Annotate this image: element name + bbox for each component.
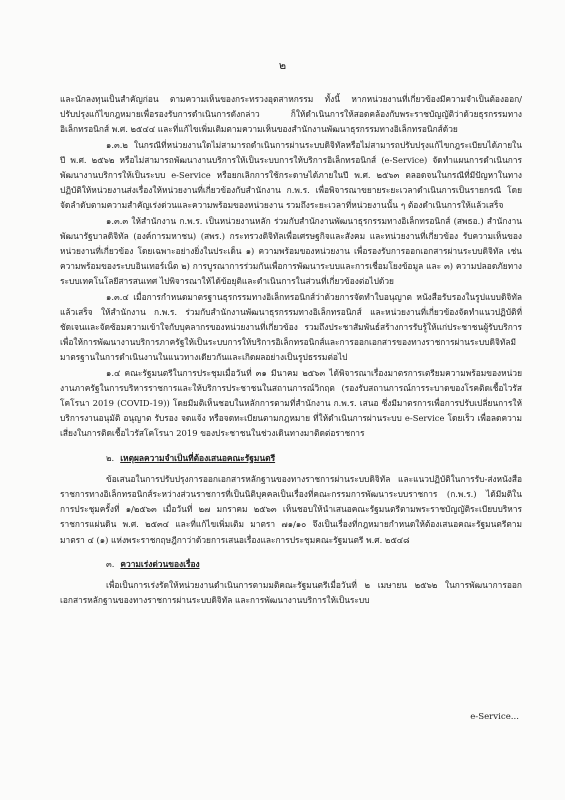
section-2-heading: [60, 451, 522, 466]
paragraph-continued: และนักลงทุนเป็นสำคัญก่อน ตามความเห็นของกระทรวงอุตสาหกรรม ทั้งนี้ หากหน่วยงานที่เกี่ยวข้องมีความจำเป็นต้องออก/ปรับปรุงแก้ไขกฎหมายเพื่อรองรับการดำเนินการดังกล่าว ก็ให้ดำเนินการให้สอดคล้องกับพระราชบัญญัติว่าด้วยธุรกรรมทางอิเล็กทรอนิกส์ พ.ศ. ๒๕๔๔ และที่แก้ไขเพิ่มเติมตามความเห็นของสำนักงานพัฒนาธุรกรรมทางอิเล็กทรอนิกส์ด้วย: [60, 94, 522, 135]
section-2-number: ๒.: [106, 452, 115, 463]
paragraph-1-3-4: ๑.๓.๔ เมื่อการกำหนดมาตรฐานธุรกรรมทางอิเล็กทรอนิกส์ว่าด้วยการจัดทำใบอนุญาต หนังสือรับรองในรูปแบบดิจิทัลแล้วเสร็จ ให้สำนักงาน ก.พ.ร. ร่วมกับสำนักงานพัฒนาธุรกรรมทางอิเล็กทรอนิกส์ และหน่วยงานที่เกี่ยวข้องจัดทำแนวปฏิบัติที่ชัดเจนและจัดซ้อมความเข้าใจกับบุคลากรของหน่วยงานที่เกี่ยวข้อง รวมถึงประชาสัมพันธ์สร้างการรับรู้ให้แก่ประชาชนผู้รับบริการ เพื่อให้การพัฒนางานบริการภาครัฐให้เป็นระบบการให้บริการอิเล็กทรอนิกส์และการออกเอกสารของทางราชการผ่านระบบดิจิทัลมีมาตรฐานในการดำเนินงานในแนวทางเดียวกันและเกิดผลอย่างเป็นรูปธรรมต่อไป: [60, 291, 522, 363]
page-number: ๒: [278, 59, 287, 72]
section-2-body: ข้อเสนอในการปรับปรุงการออกเอกสารหลักฐานของทางราชการผ่านระบบดิจิทัล และแนวปฏิบัติในการรับ-ส่งหนังสือราชการทางอิเล็กทรอนิกส์ระหว่างส่วนราชการที่เป็นนิติบุคคลเป็นเรื่องที่คณะกรรมการพัฒนาระบบราชการ (ก.พ.ร.) ได้มีมติในการประชุมครั้งที่ ๑/๒๕๖๓ เมื่อวันที่ ๒๗ มกราคม ๒๕๖๓ เห็นชอบให้นำเสนอคณะรัฐมนตรีตามพระราชบัญญัติระเบียบบริหารราชการแผ่นดิน พ.ศ. ๒๕๓๔ และที่แก้ไขเพิ่มเติม มาตรา ๗๑/๑๐ จึงเป็นเรื่องที่กฎหมายกำหนดให้ต้องเสนอคณะรัฐมนตรีตามมาตรา ๔ (๑) แห่งพระราชกฤษฎีกาว่าด้วยการเสนอเรื่องและการประชุมคณะรัฐมนตรี พ.ศ. ๒๕๔๘: [60, 473, 522, 545]
section-3-number: ๓.: [106, 558, 115, 569]
document-body: [60, 92, 522, 609]
section-3-title: ความเร่งด่วนของเรื่อง: [120, 558, 200, 569]
paragraph-1-4: ๑.๔ คณะรัฐมนตรีในการประชุมเมื่อวันที่ ๓๑ มีนาคม ๒๕๖๓ ได้พิจารณาเรื่องมาตรการเตรียมความพร้อมของหน่วยงานภาครัฐในการบริหารราชการและให้บริการประชาชนในสถานการณ์วิกฤต (รองรับสถานการณ์การระบาดของโรคติดเชื้อไวรัสโคโรนา 2019 (COVID-19)) โดยมีมติเห็นชอบในหลักการตามที่สำนักงาน ก.พ.ร. เสนอ ซึ่งมีมาตรการเพื่อการปรับเปลี่ยนการให้บริการงานอนุมัติ อนุญาต รับรอง จดแจ้ง หรือจดทะเบียนตามกฎหมาย ที่ให้ดำเนินการผ่านระบบ e-Service โดยเร็ว เพื่อลดความเสี่ยงในการติดเชื้อไวรัสโคโรนา 2019 ของประชาชนในช่วงเดินทางมาติดต่อราชการ: [60, 367, 522, 439]
section-2-title: เหตุผลความจำเป็นที่ต้องเสนอคณะรัฐมนตรี: [120, 452, 276, 463]
paragraph-1-3-2: ๑.๓.๒ ในกรณีที่หน่วยงานใดไม่สามารถดำเนินการผ่านระบบดิจิทัลหรือไม่สามารถปรับปรุงแก้ไขกฎระเบียบได้ภายในปี พ.ศ. ๒๕๖๒ หรือไม่สามารถพัฒนางานบริการให้เป็นระบบการให้บริการอิเล็กทรอนิกส์ (e-Service) จัดทำแผนการดำเนินการพัฒนางานบริการให้เป็นระบบ e-Service หรือยกเลิกการใช้กระดาษได้ภายในปี พ.ศ. ๒๕๖๓ ตลอดจนในกรณีที่มีปัญหาในทางปฏิบัติให้หน่วยงานส่งเรื่องให้หน่วยงานที่เกี่ยวข้องกับสำนักงาน ก.พ.ร. เพื่อพิจารณาขยายระยะเวลาดำเนินการเป็นรายกรณี โดยจัดลำดับตามความสำคัญเร่งด่วนและความพร้อมของหน่วยงาน รวมถึงระยะเวลาที่หน่วยงานนั้น ๆ ต้องดำเนินการให้แล้วเสร็จ: [60, 139, 522, 211]
page-continuation: e-Service...: [470, 712, 519, 722]
paragraph-1-3-3: ๑.๓.๓ ให้สำนักงาน ก.พ.ร. เป็นหน่วยงานหลัก ร่วมกับสำนักงานพัฒนาธุรกรรมทางอิเล็กทรอนิกส์ (สพธอ.) สำนักงานพัฒนารัฐบาลดิจิทัล (องค์การมหาชน) (สพร.) กระทรวงดิจิทัลเพื่อเศรษฐกิจและสังคม และหน่วยงานที่เกี่ยวข้อง รับความเห็นของหน่วยงานที่เกี่ยวข้อง โดยเฉพาะอย่างยิ่งในประเด็น ๑) ความพร้อมของหน่วยงาน เพื่อรองรับการออกเอกสารผ่านระบบดิจิทัล เช่น ความพร้อมของระบบอินเทอร์เน็ต ๒) การบูรณาการร่วมกันเพื่อการพัฒนาระบบและการเชื่อมโยงข้อมูล และ ๓) ความปลอดภัยทางระบบเทคโนโลยีสารสนเทศ ไปพิจารณาให้ได้ข้อยุติและดำเนินการในส่วนที่เกี่ยวข้องต่อไปด้วย: [60, 215, 522, 287]
section-3-heading: [60, 557, 522, 572]
section-3-body: เพื่อเป็นการเร่งรัดให้หน่วยงานดำเนินการตามมติคณะรัฐมนตรีเมื่อวันที่ ๒ เมษายน ๒๕๖๒ ในการพัฒนาการออกเอกสารหลักฐานของทางราชการผ่านระบบดิจิทัล และการพัฒนางานบริการให้เป็นระบบ: [60, 580, 522, 606]
